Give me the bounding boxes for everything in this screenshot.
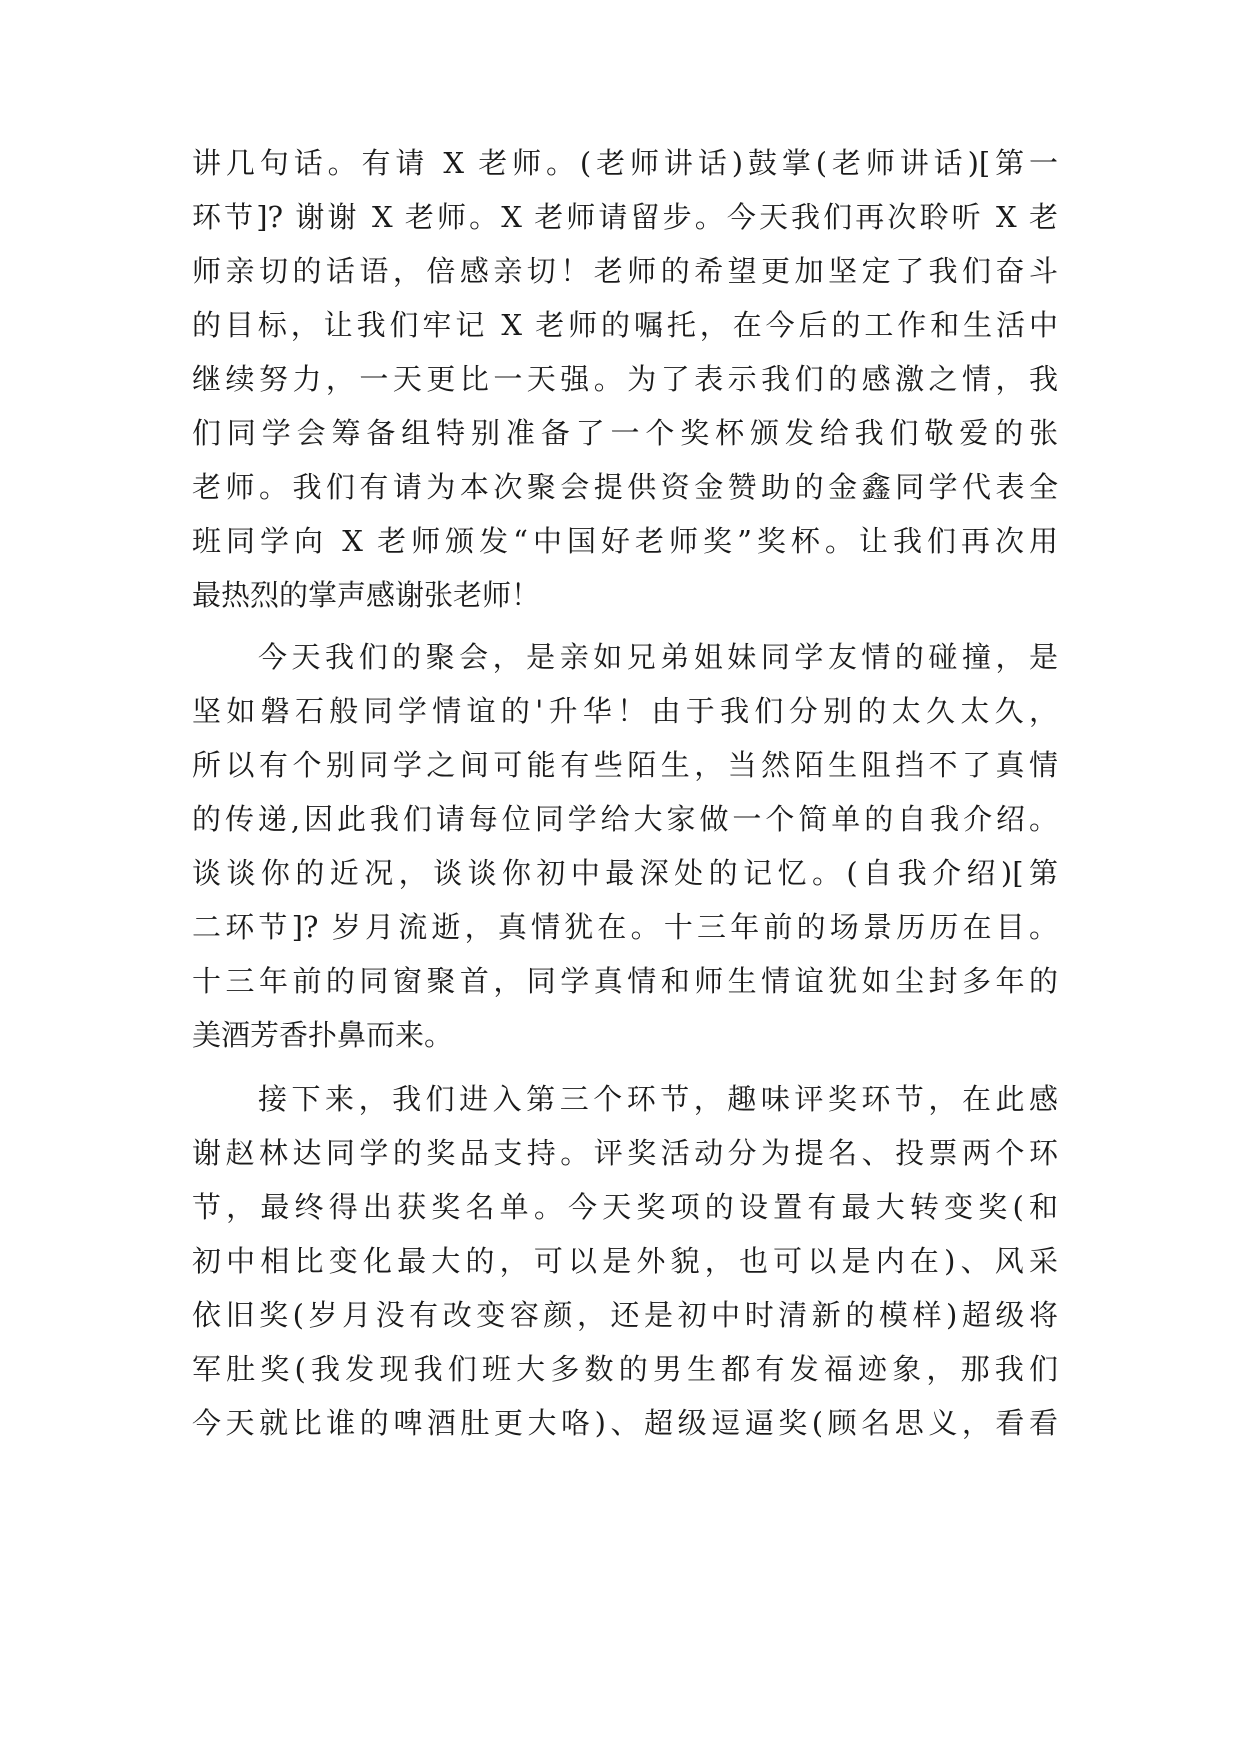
text-line: 军肚奖(我发现我们班大多数的男生都有发福迹象，那我们 (192, 1352, 1058, 1386)
text-line: 的目标，让我们牢记 X 老师的嘱托，在今后的工作和生活中 (192, 308, 1058, 342)
text-line: 最热烈的掌声感谢张老师！ (192, 578, 541, 612)
text-line: 们同学会筹备组特别准备了一个奖杯颁发给我们敬爱的张 (192, 416, 1058, 450)
text-line: 继续努力，一天更比一天强。为了表示我们的感激之情，我 (192, 362, 1058, 396)
text-line: 美酒芳香扑鼻而来。 (192, 1018, 454, 1052)
text-line: 所以有个别同学之间可能有些陌生，当然陌生阻挡不了真情 (192, 748, 1058, 782)
text-line: 班同学向 X 老师颁发“中国好老师奖”奖杯。让我们再次用 (192, 524, 1058, 558)
text-line: 今天我们的聚会，是亲如兄弟姐妹同学友情的碰撞，是 (258, 640, 1058, 674)
text-line: 节，最终得出获奖名单。今天奖项的设置有最大转变奖(和 (192, 1190, 1058, 1224)
text-line: 接下来，我们进入第三个环节，趣味评奖环节，在此感 (258, 1082, 1058, 1116)
text-line: 谈谈你的近况，谈谈你初中最深处的记忆。(自我介绍)[第 (192, 856, 1058, 890)
text-line: 依旧奖(岁月没有改变容颜，还是初中时清新的模样)超级将 (192, 1298, 1058, 1332)
text-line: 十三年前的同窗聚首，同学真情和师生情谊犹如尘封多年的 (192, 964, 1058, 998)
text-line: 初中相比变化最大的，可以是外貌，也可以是内在)、风采 (192, 1244, 1058, 1278)
text-line: 谢赵林达同学的奖品支持。评奖活动分为提名、投票两个环 (192, 1136, 1058, 1170)
text-line: 环节]? 谢谢 X 老师。X 老师请留步。今天我们再次聆听 X 老 (192, 200, 1058, 234)
text-line: 二环节]? 岁月流逝，真情犹在。十三年前的场景历历在目。 (192, 910, 1058, 944)
text-line: 坚如磐石般同学情谊的'升华！由于我们分别的太久太久， (192, 694, 1058, 728)
text-line: 师亲切的话语，倍感亲切！老师的希望更加坚定了我们奋斗 (192, 254, 1058, 288)
text-line: 今天就比谁的啤酒肚更大咯)、超级逗逼奖(顾名思义，看看 (192, 1406, 1058, 1440)
text-line: 讲几句话。有请 X 老师。(老师讲话)鼓掌(老师讲话)[第一 (192, 146, 1058, 180)
text-line: 的传递,因此我们请每位同学给大家做一个简单的自我介绍。 (192, 802, 1058, 836)
text-line: 老师。我们有请为本次聚会提供资金赞助的金鑫同学代表全 (192, 470, 1058, 504)
